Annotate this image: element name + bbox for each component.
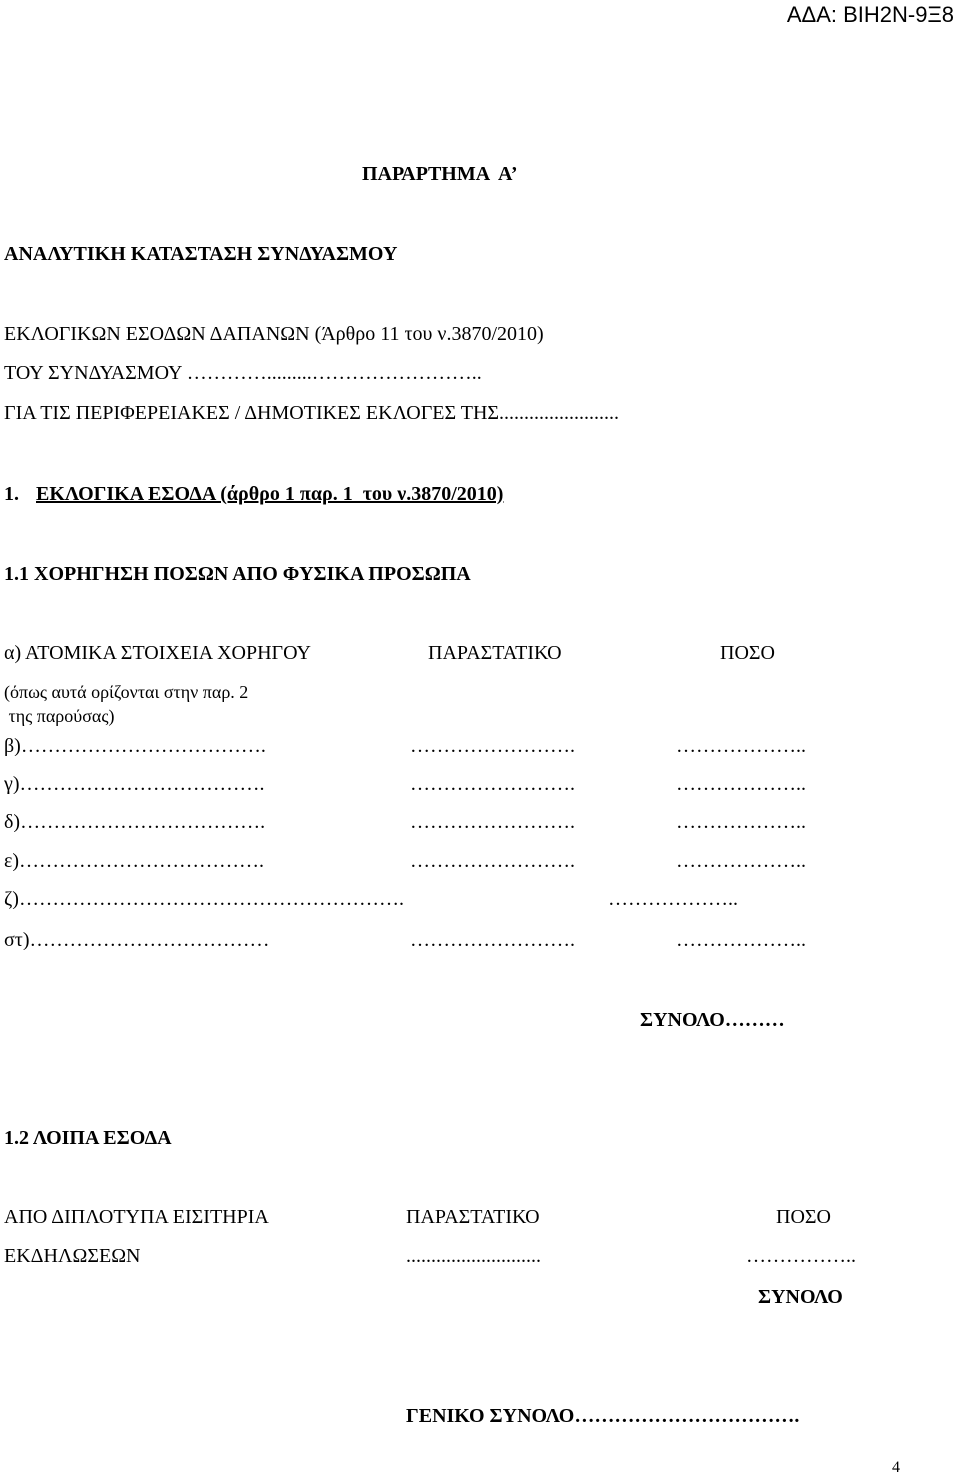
row-beta-label: β)……………………………….	[4, 736, 266, 756]
intro-line-1: ΕΚΛΟΓΙΚΩΝ ΕΣΟΔΩΝ ΔΑΠΑΝΩΝ (Άρθρο 11 του ν.3870/2010)	[4, 323, 544, 345]
section-1-heading: ΕΚΛΟΓΙΚΑ ΕΣΟΔΑ (άρθρο 1 παρ. 1 του ν.3870/2010)	[36, 483, 504, 505]
intro-line-2: ΤΟΥ ΣΥΝΔΥΑΣΜΟΥ ………….........……………………..	[4, 362, 482, 384]
section-1-1-total: ΣΥΝΟΛΟ………	[640, 1009, 785, 1031]
page-number: 4	[892, 1459, 900, 1476]
other-income-events-label: ΕΚΔΗΛΩΣΕΩΝ	[4, 1245, 141, 1267]
row-delta-label: δ)……………………………….	[4, 812, 266, 832]
other-income-amount-header: ΠΟΣΟ	[776, 1206, 831, 1228]
row-sigma-tau-label: στ)………………………………	[4, 930, 270, 950]
row-zeta-label: ζ)………………………………………………….	[4, 889, 404, 909]
section-1-number: 1.	[4, 483, 19, 505]
row-epsilon-document: …………………….	[410, 850, 575, 872]
appendix-title: ΠΑΡΑΡΤΗΜΑ Α’	[362, 163, 518, 185]
section-1-2-total: ΣΥΝΟΛΟ	[758, 1286, 843, 1308]
other-income-document-value: ...........................	[406, 1245, 541, 1267]
row-gamma-document: …………………….	[410, 773, 575, 795]
row-beta-amount: ………………..	[676, 735, 806, 757]
row-zeta-amount: ………………..	[608, 888, 738, 910]
column-header-donor: α) ΑΤΟΜΙΚΑ ΣΤΟΙΧΕΙΑ ΧΟΡΗΓΟΥ	[4, 642, 311, 664]
donor-note-line-1: (όπως αυτά ορίζονται στην παρ. 2	[4, 682, 249, 702]
row-gamma-amount: ………………..	[676, 773, 806, 795]
column-header-amount: ΠΟΣΟ	[720, 642, 775, 664]
row-gamma-label: γ)……………………………….	[4, 774, 265, 794]
other-income-document-header: ΠΑΡΑΣΤΑΤΙΚΟ	[406, 1206, 540, 1228]
other-income-amount-value: ……………..	[746, 1245, 856, 1267]
row-epsilon-amount: ………………..	[676, 850, 806, 872]
other-income-source: ΑΠΟ ΔΙΠΛΟΤΥΠΑ ΕΙΣΙΤΗΡΙΑ	[4, 1206, 269, 1228]
row-epsilon-label: ε)……………………………….	[4, 851, 265, 871]
document-subtitle: ΑΝΑΛΥΤΙΚΗ ΚΑΤΑΣΤΑΣΗ ΣΥΝΔΥΑΣΜΟΥ	[4, 243, 398, 265]
row-sigma-tau-document: …………………….	[410, 929, 575, 951]
grand-total: ΓΕΝΙΚΟ ΣΥΝΟΛΟ…………………………….	[406, 1405, 800, 1427]
row-delta-document: …………………….	[410, 811, 575, 833]
row-sigma-tau-amount: ………………..	[676, 929, 806, 951]
column-header-document: ΠΑΡΑΣΤΑΤΙΚΟ	[428, 642, 562, 664]
section-1-1-heading: 1.1 ΧΟΡΗΓΗΣΗ ΠΟΣΩΝ ΑΠΟ ΦΥΣΙΚΑ ΠΡΟΣΩΠΑ	[4, 563, 471, 585]
row-delta-amount: ………………..	[676, 811, 806, 833]
donor-note-line-2: της παρούσας)	[4, 706, 115, 726]
intro-line-3: ΓΙΑ ΤΙΣ ΠΕΡΙΦΕΡΕΙΑΚΕΣ / ΔΗΜΟΤΙΚΕΣ ΕΚΛΟΓΕΣ ΤΗΣ........................	[4, 402, 620, 424]
ada-code: ΑΔΑ: ΒΙΗ2Ν-9Ξ8	[786, 2, 954, 27]
row-beta-document: …………………….	[410, 735, 575, 757]
section-1-2-heading: 1.2 ΛΟΙΠΑ ΕΣΟΔΑ	[4, 1127, 172, 1149]
